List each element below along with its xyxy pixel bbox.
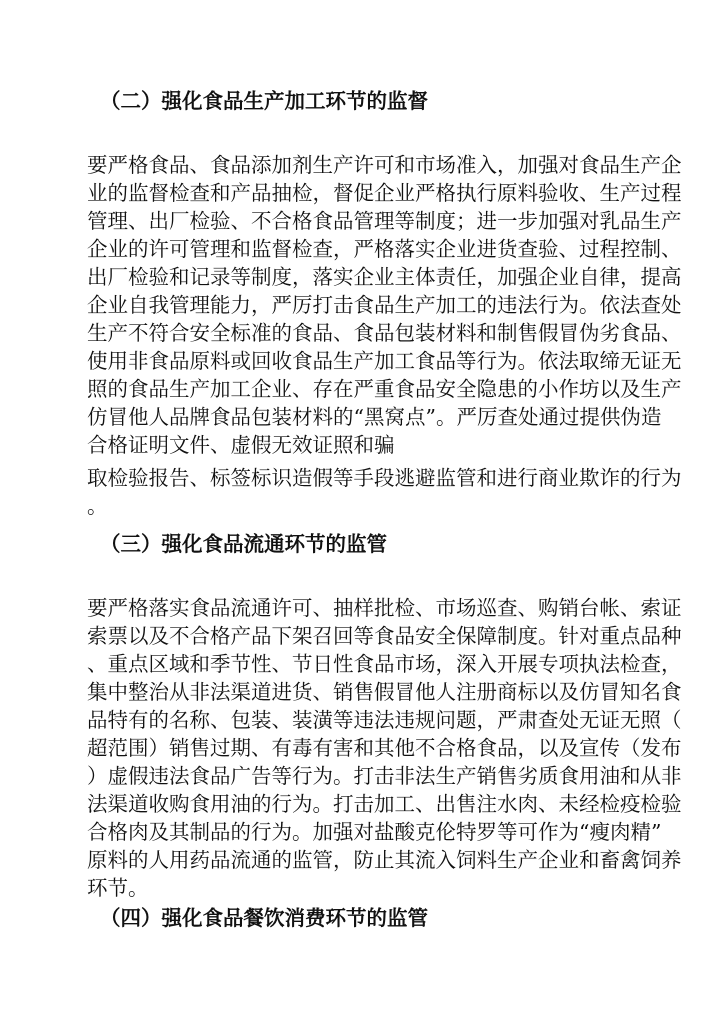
paragraph-line: 合格肉及其制品的行为。加强对盐酸克伦特罗等可作为“瘦肉精” bbox=[87, 820, 662, 844]
paragraph-line: 合格证明文件、虚假无效证照和骗 bbox=[87, 433, 395, 457]
paragraph-line: 要严格食品、食品添加剂生产许可和市场准入，加强对食品生产企 bbox=[87, 153, 682, 177]
paragraph-line: ）虚假违法食品广告等行为。打击非法生产销售劣质食用油和从非 bbox=[87, 764, 682, 788]
paragraph-line: 生产不符合安全标准的食品、食品包装材料和制售假冒伪劣食品、 bbox=[87, 321, 682, 345]
paragraph-line: 要严格落实食品流通许可、抽样批检、市场巡查、购销台帐、索证 bbox=[87, 596, 682, 620]
section-heading: （三）强化食品流通环节的监管 bbox=[100, 532, 387, 556]
paragraph-line: 集中整治从非法渠道进货、销售假冒他人注册商标以及仿冒知名食 bbox=[87, 680, 682, 704]
paragraph-line: 。 bbox=[87, 494, 108, 518]
paragraph-line: 企业自我管理能力，严厉打击食品生产加工的违法行为。依法查处 bbox=[87, 293, 682, 317]
paragraph-line: 品特有的名称、包装、装潢等违法违规问题，严肃查处无证无照（ bbox=[87, 708, 682, 732]
section-heading: （四）强化食品餐饮消费环节的监管 bbox=[100, 906, 428, 930]
section-heading: （二）强化食品生产加工环节的监督 bbox=[100, 89, 428, 113]
paragraph-line: 使用非食品原料或回收食品生产加工食品等行为。依法取缔无证无 bbox=[87, 349, 682, 373]
paragraph-line: 索票以及不合格产品下架召回等食品安全保障制度。针对重点品种 bbox=[87, 624, 682, 648]
paragraph-line: 照的食品生产加工企业、存在严重食品安全隐患的小作坊以及生产 bbox=[87, 377, 682, 401]
paragraph-line: 超范围）销售过期、有毒有害和其他不合格食品，以及宣传（发布 bbox=[87, 736, 682, 760]
paragraph-line: 取检验报告、标签标识造假等手段逃避监管和进行商业欺诈的行为 bbox=[87, 466, 682, 490]
paragraph-line: 原料的人用药品流通的监管，防止其流入饲料生产企业和畜禽饲养 bbox=[87, 848, 682, 872]
paragraph-line: 环节。 bbox=[87, 876, 149, 900]
paragraph-line: 管理、出厂检验、不合格食品管理等制度；进一步加强对乳品生产 bbox=[87, 209, 682, 233]
paragraph-line: 出厂检验和记录等制度，落实企业主体责任，加强企业自律，提高 bbox=[87, 265, 682, 289]
paragraph-line: 企业的许可管理和监督检查，严格落实企业进货查验、过程控制、 bbox=[87, 237, 682, 261]
paragraph-line: 、重点区域和季节性、节日性食品市场，深入开展专项执法检查， bbox=[87, 652, 682, 676]
paragraph-line: 业的监督检查和产品抽检，督促企业严格执行原料验收、生产过程 bbox=[87, 181, 682, 205]
paragraph-line: 法渠道收购食用油的行为。打击加工、出售注水肉、未经检疫检验 bbox=[87, 792, 682, 816]
paragraph-line: 仿冒他人品牌食品包装材料的“黑窝点”。严厉查处通过提供伪造 bbox=[87, 405, 662, 429]
